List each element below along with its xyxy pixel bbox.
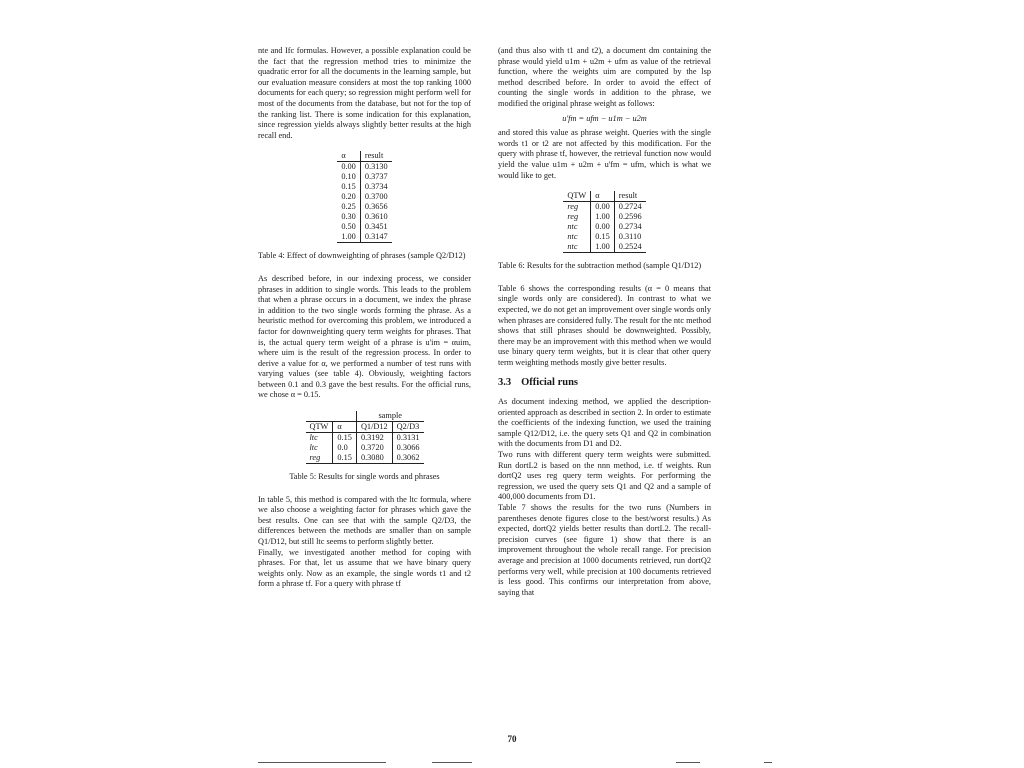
- table-4-row: [337, 202, 391, 212]
- table-4-cell: 0.20: [337, 192, 360, 202]
- phrase-weight-formula: u'fm = ufm − u1m − u2m: [562, 113, 647, 123]
- section-number: 3.3: [498, 377, 512, 389]
- right-paragraph-2: and stored this value as phrase weight. Queries with the single words t1 or t2 are not affected by this modification. For the query with phrase tf, however, the retrieval function now would yield the value u1m + u2m + u'fm = ufm, which is what we would like to get.: [498, 128, 711, 180]
- table-5-cell: 0.3192: [356, 433, 392, 444]
- table-5-row: [306, 433, 424, 444]
- table-6-cell: reg: [563, 212, 590, 222]
- table-6-row: [563, 242, 645, 253]
- table-5-cell: 0.15: [333, 433, 357, 444]
- left-paragraph-1: nte and Ifc formulas. However, a possible explanation could be the fact that the regression method tries to minimize the quadratic error for all the documents in the learning sample, but our evaluation measure considers at most the top ranking 1000 documents for each query; so regression might perform well for most of the documents from the database, but not for the top of the ranking list. There is some indication for this explanation, since regression yields always slightly better results at the high recall end.: [258, 46, 471, 140]
- table-4-caption: Table 4: Effect of downweighting of phrases (sample Q2/D12): [258, 251, 466, 261]
- table-4: [258, 151, 471, 243]
- table-5-row: [306, 443, 424, 453]
- section-title: Official runs: [521, 377, 578, 389]
- table-5-header-q1d12: Q1/D12: [356, 422, 392, 433]
- table-6-cell: 0.3110: [618, 232, 642, 242]
- table-6-header-qtw: QTW: [563, 191, 590, 202]
- table-4-cell: 0.3656: [364, 202, 388, 212]
- table-6-header-alpha: α: [591, 191, 615, 202]
- table-4-header-result: result: [360, 151, 391, 162]
- right-paragraph-1: (and thus also with t1 and t2), a document dm containing the phrase would yield u1m + u2m + ufm as value of the retrieval function, where the weights uim are computed by the lsp method described before. In order to avoid the effect of counting the single words in addition to the phrase, we modified the original phrase weight as follows:: [498, 46, 711, 108]
- table-5-cell: ltc: [306, 443, 333, 453]
- left-paragraph-4: Finally, we investigated another method for coping with phrases. For that, let us assume that we have binary query weights only. Now as an example, the single words t1 and t2 form a phrase tf. For a query with phrase tf: [258, 547, 471, 589]
- table-6-cell: ntc: [563, 232, 590, 242]
- right-column: [498, 46, 711, 604]
- table-6-row: [563, 222, 645, 232]
- table-6-cell: reg: [563, 202, 590, 213]
- right-paragraph-6: Table 7 shows the results for the two runs (Numbers in parentheses denote figures close to the best/worst results.) As expected, dortQ2 yields better results than dortL2. The recall-precision curves (see figure 1) show that there is an improvement throughout the whole recall range. For precision average and precision at 1000 documents retrieved, run dortQ2 performs very well, while precision at 100 documents retrieved is less good. This confirms our interpretation from above, saying that: [498, 503, 711, 597]
- left-paragraph-3: In table 5, this method is compared with the ltc formula, where we also choose a weighting factor for phrases which gave the best results. One can see that with the sample Q2/D3, the differences between the methods are smaller than on sample Q1/D12, but still ltc seems to perform slightly better.: [258, 494, 471, 547]
- table-4-cell: 0.25: [337, 202, 360, 212]
- table-4-cell: 0.00: [337, 162, 360, 173]
- table-4-cell: 0.3700: [364, 192, 388, 202]
- right-paragraph-5: Two runs with different query term weights were submitted. Run dortL2 is based on the nnn method, i.e. tf weights. Run dortQ2 uses reg query term weights. For performing the regression, we used the query sets Q1 and Q2 and a sample of 400,000 documents from D1.: [498, 450, 711, 502]
- table-4-cell: 0.15: [337, 182, 360, 192]
- table-4-cell: 1.00: [337, 232, 360, 243]
- table-4-cell: 0.50: [337, 222, 360, 232]
- table-6-header-result: result: [614, 191, 645, 202]
- table-4-cell: 0.10: [337, 172, 360, 182]
- table-4-cell: 0.3147: [360, 232, 391, 243]
- page-number: 70: [507, 734, 517, 744]
- table-5-cell: reg: [306, 453, 333, 464]
- table-6-grid: [563, 191, 645, 253]
- table-6-cell: 0.2734: [618, 222, 642, 232]
- table-5-cell: 0.0: [333, 443, 357, 453]
- table-4-row: [337, 222, 391, 232]
- table-6-cell: ntc: [563, 242, 590, 253]
- table-6-cell: 0.2596: [618, 212, 642, 222]
- footer-rule: [432, 762, 472, 763]
- table-5-header-alpha: α: [333, 422, 357, 433]
- table-5-cell: 0.3066: [396, 443, 420, 453]
- table-6-cell: 1.00: [591, 212, 615, 222]
- table-5-cell: 0.3720: [356, 443, 392, 453]
- footer-rule: [676, 762, 700, 763]
- table-4-row: [337, 162, 391, 173]
- table-6-row: [563, 232, 645, 242]
- table-4-row: [337, 182, 391, 192]
- left-paragraph-2: As described before, in our indexing process, we consider phrases in addition to single words. This leads to the problem that when a phrase occurs in a document, we index the phrase in addition to the two single words forming the phrase. As a heuristic method for overcoming this problem, we introduced a factor for downweighting query term weights for phrases. That is, the actual query term weight of a phrase is u'im = αuim, where uim is the result of the regression process. In order to derive a value for α, we performed a number of test runs with varying values (see table 4). Obviously, weighting factors between 0.1 and 0.3 gave the best results. For the official runs, we chose α = 0.15.: [258, 273, 471, 400]
- table-6-cell: 1.00: [591, 242, 615, 253]
- footer-rule: [258, 762, 386, 763]
- left-column: [258, 46, 471, 596]
- table-4-cell: 0.30: [337, 212, 360, 222]
- table-4-cell: 0.3451: [364, 222, 388, 232]
- table-6-caption: Table 6: Results for the subtraction method (sample Q1/D12): [498, 261, 702, 271]
- table-5-group-header: sample: [356, 411, 423, 422]
- table-4-cell: 0.3610: [364, 212, 388, 222]
- section-heading: [498, 378, 711, 389]
- table-5-row: [306, 453, 424, 464]
- table-5: [258, 411, 471, 464]
- table-6-cell: 0.2524: [614, 242, 645, 253]
- table-5-cell: 0.3062: [392, 453, 423, 464]
- table-4-row: [337, 172, 391, 182]
- table-5-cell: ltc: [306, 433, 333, 444]
- table-6-row: [563, 212, 645, 222]
- table-5-cell: 0.3080: [356, 453, 392, 464]
- right-paragraph-4: As document indexing method, we applied the description-oriented approach as described in section 2. In order to estimate the coefficients of the indexing function, we used the training sample Q12/D12, i.e. the query sets Q1 and Q2 in combination with the documents from D1 and D2.: [498, 397, 711, 449]
- table-5-header-q2d3: Q2/D3: [392, 422, 423, 433]
- table-4-cell: 0.3130: [364, 162, 388, 172]
- table-4-cell: 0.3737: [364, 172, 388, 182]
- table-6-cell: 0.00: [591, 222, 615, 232]
- table-4-cell: 0.3734: [364, 182, 388, 192]
- table-5-header-qtw: QTW: [306, 422, 333, 433]
- table-5-cell: 0.15: [333, 453, 357, 464]
- table-4-row: [337, 232, 391, 243]
- table-5-cell: 0.3131: [396, 433, 420, 443]
- table-4-row: [337, 212, 391, 222]
- table-4-grid: [337, 151, 391, 243]
- footer-rule: [764, 762, 772, 763]
- table-6-cell: 0.15: [591, 232, 615, 242]
- table-6-cell: 0.2724: [618, 202, 642, 212]
- table-6-cell: ntc: [563, 222, 590, 232]
- table-6: [498, 191, 711, 253]
- table-4-header-alpha: α: [337, 151, 360, 162]
- table-4-row: [337, 192, 391, 202]
- table-5-caption: Table 5: Results for single words and phrases: [289, 472, 440, 482]
- table-6-cell: 0.00: [591, 202, 615, 213]
- right-paragraph-3: Table 6 shows the corresponding results (α = 0 means that single words only are considered). In contrast to what we expected, we do not get an improvement over single words only when phrases are considered fully. The result for the ntc method shows that still phrases should be downweighted. Possibly, there may be an improvement with this method when we would use binary query term weights, but it is clear that other query term weighting methods mostly give better results.: [498, 283, 711, 367]
- table-5-grid: [306, 411, 424, 464]
- table-6-row: [563, 202, 645, 213]
